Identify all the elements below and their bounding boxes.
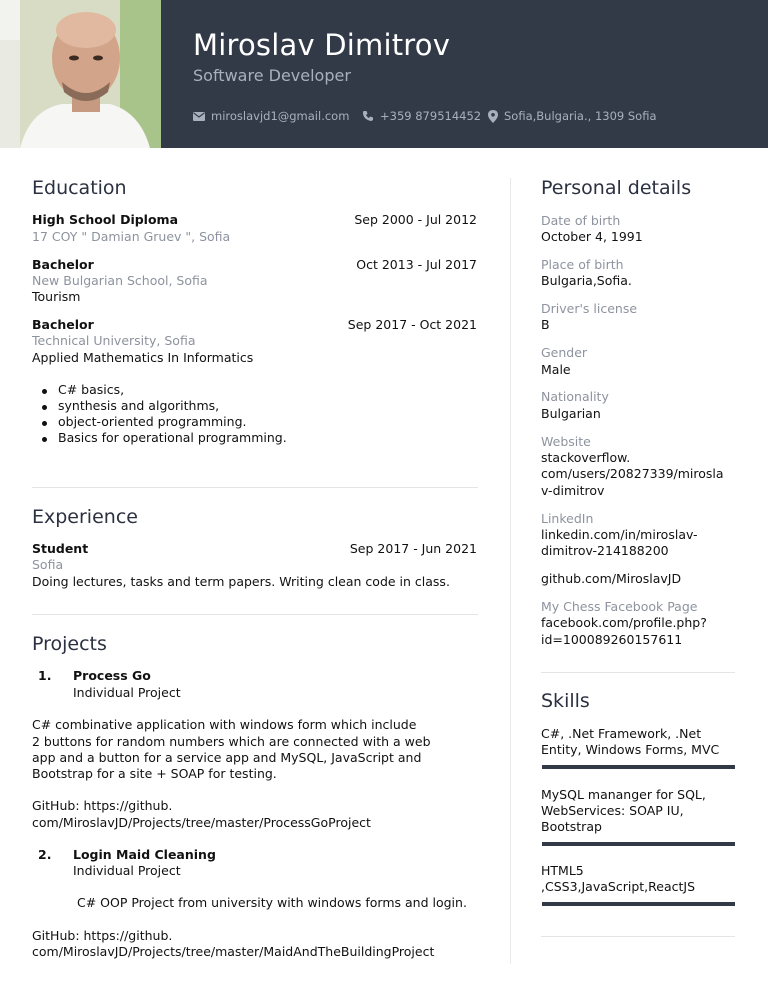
project-1-desc-line: C# combinative application with windows form which include	[32, 717, 417, 732]
pob-value: Bulgaria,Sofia.	[541, 273, 632, 288]
exp-1-place: Sofia	[32, 557, 64, 572]
project-1-title: Process Go	[73, 668, 151, 683]
skills-heading: Skills	[541, 690, 590, 712]
chess-page-label: My Chess Facebook Page	[541, 599, 698, 614]
skill-1-line: C#, .Net Framework, .Net	[541, 726, 702, 741]
skill-3-line: HTML5	[541, 863, 584, 878]
project-1-desc-line: 2 buttons for random numbers which are connected with a web	[32, 734, 431, 749]
exp-1-description: Doing lectures, tasks and term papers. Writing clean code in class.	[32, 574, 450, 589]
section-divider	[32, 614, 478, 615]
contact-location	[488, 109, 657, 123]
header-banner	[0, 0, 768, 148]
edu-1-degree: High School Diploma	[32, 212, 179, 227]
projects-heading: Projects	[32, 633, 107, 655]
bullet-dot	[42, 437, 47, 442]
pob-label: Place of birth	[541, 257, 624, 272]
edu-3-degree: Bachelor	[32, 317, 94, 332]
edu-2-school: New Bulgarian School, Sofia	[32, 273, 208, 288]
project-2-number: 2.	[38, 847, 52, 862]
edu-2-dates: Oct 2013 - Jul 2017	[356, 257, 477, 272]
project-2-desc-line: C# OOP Project from university with windows forms and login.	[77, 895, 467, 910]
project-1-desc-line: Bootstrap for a site + SOAP for testing.	[32, 766, 277, 781]
gender-value: Male	[541, 362, 571, 377]
project-1-number: 1.	[38, 668, 52, 683]
edu-3-bullet-2: synthesis and algorithms,	[58, 398, 220, 413]
exp-1-role: Student	[32, 541, 89, 556]
edu-3-field: Applied Mathematics In Informatics	[32, 350, 254, 365]
edu-3-dates: Sep 2017 - Oct 2021	[347, 317, 477, 332]
experience-heading: Experience	[32, 506, 138, 528]
project-1-github-line[interactable]: GitHub: https://github.	[32, 798, 173, 813]
project-1-type: Individual Project	[73, 685, 181, 700]
location-pin-icon	[488, 110, 498, 123]
exp-1-dates: Sep 2017 - Jun 2021	[349, 541, 477, 556]
edu-3-bullet-4: Basics for operational programming.	[58, 430, 287, 445]
column-divider	[510, 178, 511, 964]
project-2-github-line[interactable]: GitHub: https://github.	[32, 928, 173, 943]
website-value-line[interactable]: v-dimitrov	[541, 483, 605, 498]
edu-3-bullet-3: object-oriented programming.	[58, 414, 247, 429]
bullet-dot	[42, 421, 47, 426]
linkedin-value-line[interactable]: linkedin.com/in/miroslav-	[541, 527, 698, 542]
nationality-label: Nationality	[541, 389, 609, 404]
skill-level-bar	[542, 842, 735, 846]
project-2-title: Login Maid Cleaning	[73, 847, 216, 862]
edu-3-bullet-1: C# basics,	[58, 382, 125, 397]
section-divider	[32, 487, 478, 488]
website-value-line[interactable]: com/users/20827339/mirosla	[541, 466, 724, 481]
skill-3-line: ,CSS3,JavaScript,ReactJS	[541, 879, 695, 894]
education-heading: Education	[32, 177, 127, 199]
website-label: Website	[541, 434, 591, 449]
section-divider	[541, 672, 735, 673]
project-2-github-line[interactable]: com/MiroslavJD/Projects/tree/master/MaidAndTheBuildingProject	[32, 944, 435, 959]
candidate-title: Software Developer	[193, 66, 351, 85]
project-2-type: Individual Project	[73, 863, 181, 878]
license-label: Driver's license	[541, 301, 638, 316]
skill-2-line: Bootstrap	[541, 819, 602, 834]
project-1-desc-line: app and a button for a service app and MySQL, JavaScript and	[32, 750, 422, 765]
section-divider	[541, 936, 735, 937]
email-text: miroslavjd1@gmail.com	[211, 109, 350, 123]
location-text: Sofia,Bulgaria., 1309 Sofia	[504, 109, 657, 123]
license-value: B	[541, 317, 550, 332]
edu-3-school: Technical University, Sofia	[32, 333, 196, 348]
github-value[interactable]: github.com/MiroslavJD	[541, 571, 682, 586]
contact-email[interactable]	[193, 109, 349, 123]
bullet-dot	[42, 389, 47, 394]
gender-label: Gender	[541, 345, 588, 360]
edu-1-dates: Sep 2000 - Jul 2012	[354, 212, 477, 227]
linkedin-label: LinkedIn	[541, 511, 594, 526]
phone-text: +359 879514452	[380, 109, 482, 123]
skill-2-line: MySQL mananger for SQL,	[541, 787, 706, 802]
candidate-name: Miroslav Dimitrov	[193, 28, 451, 62]
email-icon	[193, 112, 205, 121]
linkedin-value-line[interactable]: dimitrov-214188200	[541, 543, 669, 558]
skill-level-bar	[542, 902, 735, 906]
edu-2-degree: Bachelor	[32, 257, 94, 272]
chess-page-value-line[interactable]: facebook.com/profile.php?	[541, 615, 707, 630]
contact-phone[interactable]	[362, 109, 481, 123]
project-1-github-line[interactable]: com/MiroslavJD/Projects/tree/master/ProcessGoProject	[32, 815, 371, 830]
edu-1-school: 17 COY " Damian Gruev ", Sofia	[32, 229, 231, 244]
dob-label: Date of birth	[541, 213, 621, 228]
skill-level-bar	[542, 765, 735, 769]
website-value-line[interactable]: stackoverflow.	[541, 450, 631, 465]
edu-2-field: Tourism	[32, 289, 81, 304]
profile-photo	[0, 0, 161, 148]
bullet-dot	[42, 405, 47, 410]
personal-details-heading: Personal details	[541, 177, 692, 199]
chess-page-value-line[interactable]: id=100089260157611	[541, 632, 683, 647]
skill-1-line: Entity, Windows Forms, MVC	[541, 742, 720, 757]
phone-icon	[362, 110, 374, 122]
nationality-value: Bulgarian	[541, 406, 601, 421]
dob-value: October 4, 1991	[541, 229, 643, 244]
skill-2-line: WebServices: SOAP IU,	[541, 803, 684, 818]
